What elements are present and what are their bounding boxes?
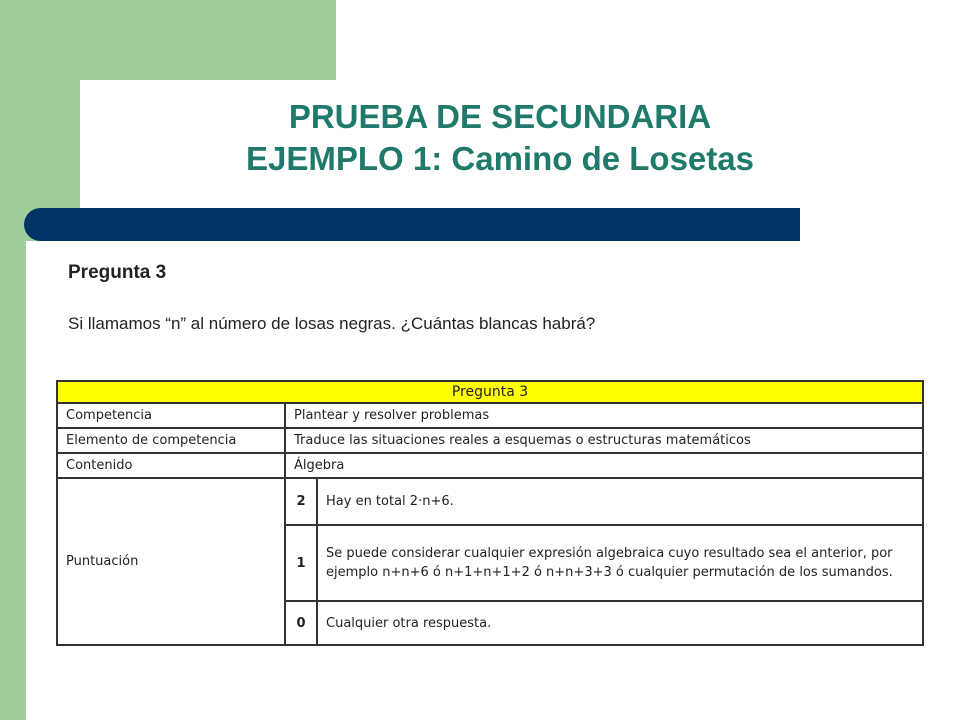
table-header: Pregunta 3 [57,381,923,403]
row-value: Plantear y resolver problemas [285,403,923,428]
table-row [57,403,923,428]
divider-bar [24,208,800,241]
row-value: Álgebra [285,453,923,478]
score-description: Se puede considerar cualquier expresión algebraica cuyo resultado sea el anterior, por ejemplo n+n+6 ó n+1+n+1+2 ó n+n+3+3 ó cualquier permutación de los sumandos. [317,525,923,601]
rounded-corner [80,80,160,160]
table-row [57,428,923,453]
score-row [57,478,923,525]
row-label: Contenido [57,453,285,478]
green-top-band [80,0,336,80]
rubric-table [56,380,924,646]
question-heading: Pregunta 3 [68,262,167,283]
slide-title [160,96,840,180]
question-text: Si llamamos “n” al número de losas negras. ¿Cuántas blancas habrá? [68,314,596,333]
scoring-label: Puntuación [57,478,285,645]
table-row [57,453,923,478]
title-line-1: PRUEBA DE SECUNDARIA [288,98,712,135]
row-label: Competencia [57,403,285,428]
title-line-2: EJEMPLO 1: Camino de Losetas [246,140,754,177]
score-value: 1 [285,525,317,601]
row-label: Elemento de competencia [57,428,285,453]
score-value: 0 [285,601,317,645]
score-value: 2 [285,478,317,525]
score-description: Cualquier otra respuesta. [317,601,923,645]
score-description: Hay en total 2·n+6. [317,478,923,525]
row-value: Traduce las situaciones reales a esquemas o estructuras matemáticos [285,428,923,453]
